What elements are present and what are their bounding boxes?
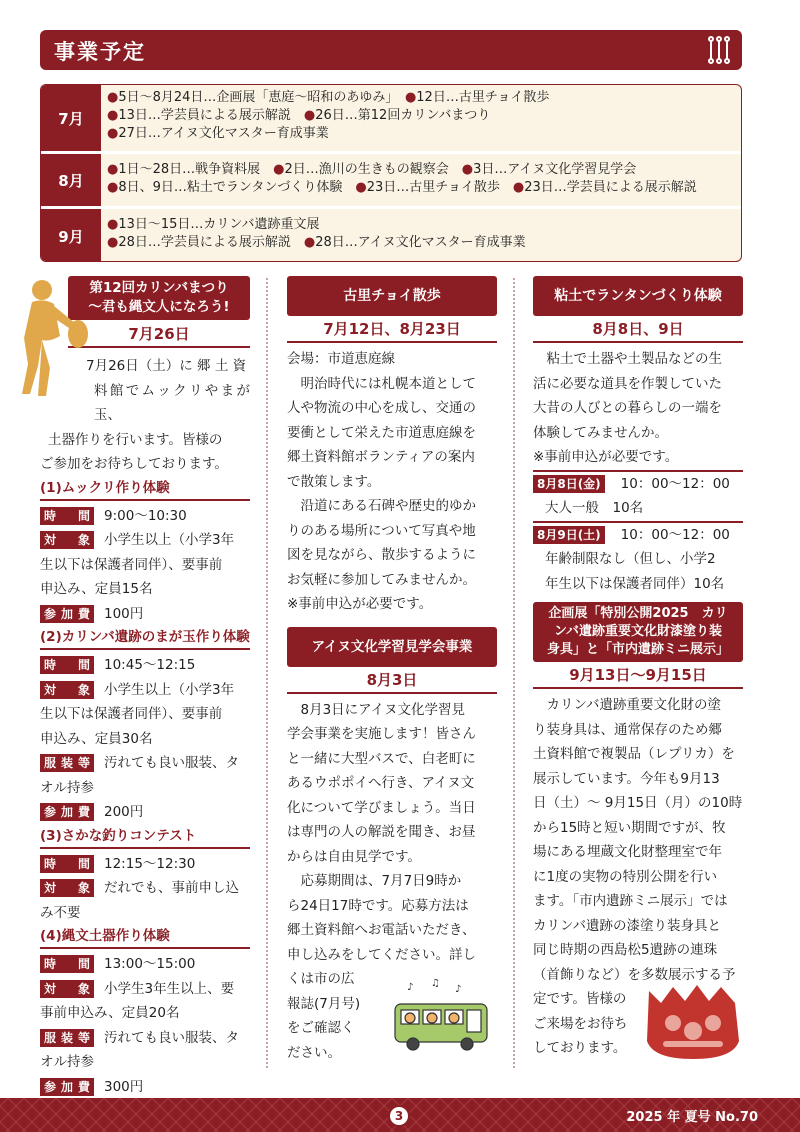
time-value: 10：00〜12：00 <box>620 526 730 543</box>
text-line: ※事前申込が必要です。 <box>287 596 433 612</box>
event-banner: 古里チョイ散歩 <box>287 276 497 316</box>
target-value: 大人一般 10名 <box>545 500 644 516</box>
event-banner <box>68 276 250 320</box>
target-value: 年齢制限なし（但し、小学2 <box>545 551 716 567</box>
text-line: りのある場所について写真や地 <box>287 522 476 539</box>
target-detail: み不要 <box>40 904 81 921</box>
text-line: からは自由見学です。 <box>287 848 421 865</box>
month-label: 9月 <box>41 209 101 262</box>
text-line: 沿道にある石碑や歴史的ゆか <box>287 498 476 514</box>
svg-text:♪: ♪ <box>407 982 414 993</box>
schedule-line: ●13日…学芸員による展示解説 ●26日…第12回カリンバまつり <box>107 108 491 123</box>
dress-value: 汚れても良い服装、タ <box>104 1029 239 1046</box>
text-line: をご確認く <box>287 1020 355 1036</box>
banner-line: ンバ遺跡重要文化財漆塗り装 <box>553 624 723 639</box>
schedule-line: ●1日〜28日…戦争資料展 ●2日…漁川の生きもの観察会 ●3日…アイヌ文化学習見学会 <box>107 162 637 177</box>
month-label: 7月 <box>41 85 101 151</box>
section-title: 事業予定 <box>54 40 146 64</box>
text-line: カリンバ遺跡の漆塗り装身具と <box>533 917 722 934</box>
text-line: 大昔の人びとの暮らしの一端を <box>533 400 722 416</box>
event-banner: アイヌ文化学習見学会事業 <box>287 627 497 667</box>
intro-line: ご参加をお待ちしております。 <box>40 456 228 472</box>
month-label: 8月 <box>41 154 101 206</box>
event-title: (1)ムックリ作り体験 <box>40 477 250 501</box>
dress-detail: オル持参 <box>40 1054 94 1070</box>
target-tag: 対 象 <box>40 980 94 998</box>
fee-value: 300円 <box>104 1078 144 1095</box>
schedule-line: ●13日〜15日…カリンバ遺跡重文展 <box>107 217 320 232</box>
text-line: くは市の広 <box>287 971 355 987</box>
target-tag: 対 象 <box>40 879 94 897</box>
schedule-row-august <box>41 154 741 206</box>
text-line: 会場：市道恵庭線 <box>287 351 395 367</box>
target-value: だれでも、事前申し込 <box>104 880 239 896</box>
text-line: 要衝として栄えた市道恵庭線を <box>287 424 476 441</box>
target-value: 小学生以上（小学3年 <box>104 532 235 548</box>
text-line: しております。 <box>533 1040 627 1056</box>
bus-illustration-icon <box>387 976 495 1056</box>
exhibit-banner <box>533 602 743 662</box>
text-line: あるウポポイへ行き、アイヌ文 <box>287 775 475 791</box>
banner-line: 〜君も縄文人になろう! <box>88 299 230 315</box>
time-tag: 時 間 <box>40 656 94 674</box>
dress-tag: 服装等 <box>40 1029 94 1047</box>
target-detail: 生以下は保護者同伴）、要事前 <box>40 706 223 722</box>
text-line: 日（土）〜 9月15日（月）の10時 <box>533 795 743 811</box>
dress-detail: オル持参 <box>40 779 94 796</box>
text-line: 図を見ながら、散歩するように <box>287 547 476 563</box>
schedule-row-september <box>41 209 741 262</box>
schedule-line: ●27日…アイヌ文化マスター育成事業 <box>107 126 329 141</box>
text-line: 報誌(7月号) <box>287 995 361 1012</box>
event-date: 7月26日 <box>68 323 250 348</box>
text-line: から15時と短い期間ですが、牧 <box>533 819 726 836</box>
issue-label: 2025 年 夏号 No.70 <box>626 1110 758 1125</box>
date-tag: 8月8日(金) <box>533 475 605 493</box>
text-line: 体験してみませんか。 <box>533 424 668 441</box>
target-detail: 申込み、定員15名 <box>40 581 153 597</box>
time-value: 10：00〜12：00 <box>620 475 730 492</box>
target-detail: 生以下は保護者同伴）、要事前 <box>40 556 223 573</box>
intro-line: 7月26日（土）に 郷 土 資 <box>86 358 247 374</box>
fee-tag: 参加費 <box>40 605 94 623</box>
text-line: カリンバ遺跡重要文化財の塗 <box>533 697 722 713</box>
text-line: 活に必要な道具を作製していた <box>533 375 722 392</box>
text-line: ※事前申込が必要です。 <box>533 449 679 465</box>
event-date: 9月13日〜9月15日 <box>533 664 743 689</box>
text-line: 定です。皆様の <box>533 991 627 1007</box>
fee-tag: 参加費 <box>40 1078 94 1096</box>
text-line: 化について学びましょう。当日 <box>287 799 476 816</box>
event-date: 8月3日 <box>287 669 497 694</box>
time-tag: 時 間 <box>40 855 94 873</box>
date-tag: 8月9日(土) <box>533 526 605 544</box>
text-line: 郷土資料館へお電話いただき、 <box>287 922 476 938</box>
lantern-and-exhibit-column <box>533 276 743 1061</box>
target-value: 小学生3年生以上、要 <box>104 980 235 997</box>
banner-line: 第12回カリンバまつり <box>89 280 229 296</box>
dress-value: 汚れても良い服装、タ <box>104 755 239 771</box>
intro-line: 土器作りを行います。皆様の <box>48 431 223 448</box>
text-line: ご来場をお待ち <box>533 1015 628 1032</box>
text-line: ださい。 <box>287 1044 341 1061</box>
jomon-figure-icon <box>10 276 90 406</box>
time-value: 13:00〜15:00 <box>104 956 196 972</box>
page-footer <box>0 1098 800 1132</box>
event-date: 7月12日、8月23日 <box>287 318 497 343</box>
target-value: 小学生以上（小学3年 <box>104 681 235 698</box>
svg-text:♪: ♪ <box>455 984 462 995</box>
time-value: 9:00〜10:30 <box>104 507 187 524</box>
text-line: に1度の実物の特別公開を行い <box>533 868 718 885</box>
text-line: と一緒に大型バスで、白老町に <box>287 750 476 767</box>
text-line: り装身具は、通常保存のため郷 <box>533 721 722 738</box>
lacquer-ornament-icon <box>643 981 743 1063</box>
schedule-line: ●28日…学芸員による展示解説 ●28日…アイヌ文化マスター育成事業 <box>107 235 526 250</box>
event-date: 8月8日、9日 <box>533 318 743 343</box>
text-line: ます。「市内遺跡ミニ展示」では <box>533 893 728 909</box>
target-detail: 事前申込み、定員20名 <box>40 1005 180 1021</box>
time-value: 10:45〜12:15 <box>104 657 196 673</box>
text-line: 場にある埋蔵文化財整理室で年 <box>533 844 722 860</box>
decoration-icon <box>708 36 730 64</box>
target-tag: 対 象 <box>40 531 94 549</box>
text-line: （首飾りなど）を多数展示する予 <box>533 966 736 983</box>
text-line: 応募期間は、7月7日9時か <box>287 873 462 889</box>
karinba-festival-column <box>40 276 250 1099</box>
text-line: 学会事業を実施します！皆さん <box>287 726 476 742</box>
schedule-line: ●8日、9日…粘土でランタンづくり体験 ●23日…古里チョイ散歩 ●23日…学芸員による展示解説 <box>107 180 697 195</box>
walk-and-tour-column <box>287 276 497 1065</box>
text-line: 土資料館で複製品（レプリカ）を <box>533 746 735 762</box>
intro-line: 料館でムックリやまが玉、 <box>94 382 250 423</box>
text-line: 明治時代には札幌本道として <box>287 375 476 392</box>
event-title: (3)さかな釣りコンテスト <box>40 825 250 849</box>
text-line: 同じ時期の西島松5遺跡の連珠 <box>533 942 718 958</box>
event-banner: 粘土でランタンづくり体験 <box>533 276 743 316</box>
page-number: 3 <box>388 1105 410 1127</box>
target-tag: 対 象 <box>40 681 94 699</box>
time-value: 12:15〜12:30 <box>104 855 196 872</box>
dress-tag: 服装等 <box>40 754 94 772</box>
time-tag: 時 間 <box>40 955 94 973</box>
text-line: 粘土で土器や土製品などの生 <box>533 351 722 367</box>
text-line: 申し込みをしてください。詳し <box>287 946 476 963</box>
svg-text:♫: ♫ <box>431 978 440 989</box>
banner-line: 企画展「特別公開2025 カリ <box>548 606 728 621</box>
schedule-row-july <box>41 85 741 151</box>
text-line: 人や物流の中心を成し、交通の <box>287 400 476 416</box>
section-header <box>40 30 742 70</box>
text-line: は専門の人の解説を聞き、お昼 <box>287 824 476 840</box>
fee-tag: 参加費 <box>40 803 94 821</box>
text-line: ら24日17時です。応募方法は <box>287 897 469 914</box>
time-tag: 時 間 <box>40 507 94 525</box>
event-title: (4)縄文土器作り体験 <box>40 925 250 949</box>
schedule-line: ●5日〜8月24日…企画展「恵庭〜昭和のあゆみ」 ●12日…古里チョイ散歩 <box>107 90 550 105</box>
target-value: 年生以下は保護者同伴）10名 <box>545 575 725 592</box>
event-title: (2)カリンバ遺跡のまが玉作り体験 <box>40 626 250 650</box>
fee-value: 200円 <box>104 804 144 820</box>
text-line: お気軽に参加してみませんか。 <box>287 571 476 588</box>
banner-line: 身具」と「市内遺跡ミニ展示」 <box>546 642 729 657</box>
fee-value: 100円 <box>104 605 144 622</box>
text-line: 展示しています。今年も9月13 <box>533 770 720 787</box>
target-detail: 申込み、定員30名 <box>40 730 153 747</box>
text-line: 郷土資料館ボランティアの案内 <box>287 449 475 465</box>
text-line: 8月3日にアイヌ文化学習見 <box>287 701 465 718</box>
text-line: で散策します。 <box>287 473 381 490</box>
schedule-table <box>40 84 742 262</box>
